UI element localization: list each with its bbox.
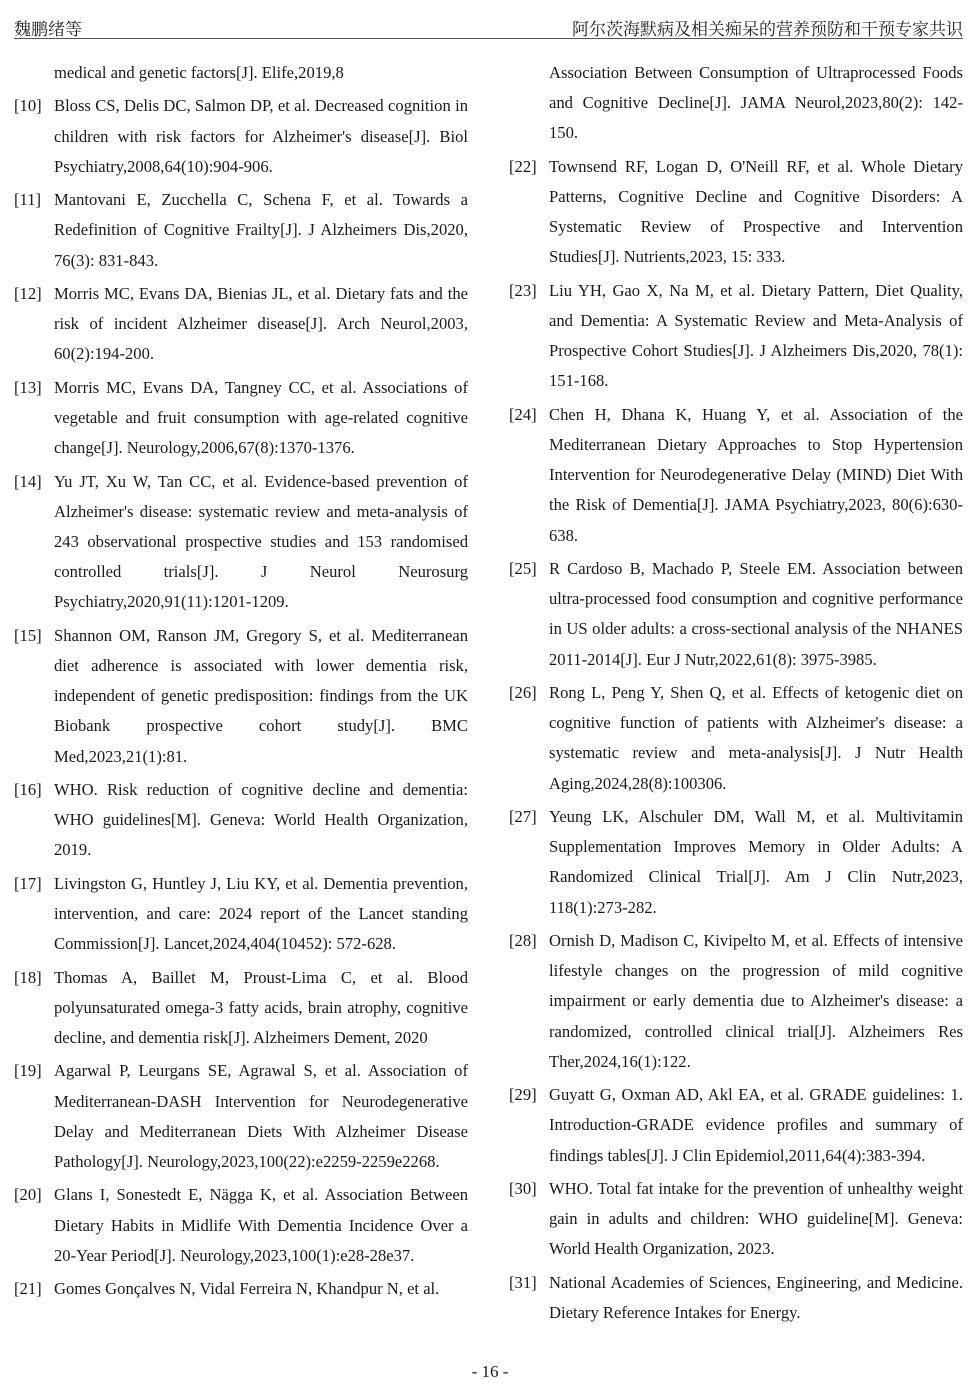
header-authors: 魏鹏绪等 xyxy=(14,20,82,40)
reference-number: [15] xyxy=(14,625,42,645)
left-column xyxy=(14,58,468,1308)
reference-text: Morris MC, Evans DA, Bienias JL, et al. Dietary fats and the risk of incident Alzheimer disease[J]. Arch Neurol,2003, 60(2):194-200. xyxy=(54,283,468,364)
reference-text: Liu YH, Gao X, Na M, et al. Dietary Pattern, Diet Quality, and Dementia: A Systematic Review and Meta-Analysis of Prospective Cohort Studies[J]. J Alzheimers Dis,2020, 78(1): 151-168. xyxy=(549,280,963,391)
reference-number: [17] xyxy=(14,873,42,893)
header-title: 阿尔茨海默病及相关痴呆的营养预防和干预专家共识 xyxy=(572,20,963,40)
reference-item xyxy=(14,1274,468,1304)
reference-text: Livingston G, Huntley J, Liu KY, et al. Dementia prevention, intervention, and care: 2024 report of the Lancet standing Commission[J]. Lancet,2024,404(10452): 572-628. xyxy=(54,873,468,954)
reference-number: [18] xyxy=(14,967,42,987)
reference-text: Mantovani E, Zucchella C, Schena F, et al. Towards a Redefinition of Cognitive Frailty[J]. J Alzheimers Dis,2020, 76(3): 831-843. xyxy=(54,190,468,270)
reference-text: National Academies of Sciences, Engineering, and Medicine. Dietary Reference Intakes for Energy. xyxy=(549,1272,963,1322)
reference-number: [24] xyxy=(509,404,537,424)
reference-number: [20] xyxy=(14,1185,42,1205)
reference-item xyxy=(509,1080,963,1171)
reference-item xyxy=(509,1268,963,1328)
reference-item xyxy=(509,678,963,799)
reference-number: [31] xyxy=(509,1272,537,1292)
reference-item xyxy=(509,802,963,923)
reference-number: [30] xyxy=(509,1179,537,1198)
reference-text: R Cardoso B, Machado P, Steele EM. Association between ultra-processed food consumption and cognitive performance in US older adults: a cross-sectional analysis of the NHANES 2011-2014[J]. Eur J Nutr,2022,61(8): 3975-3985. xyxy=(549,559,963,669)
reference-item xyxy=(14,185,468,276)
reference-text: Chen H, Dhana K, Huang Y, et al. Association of the Mediterranean Dietary Approaches to Stop Hypertension Intervention for Neurodegenerative Delay (MIND) Diet With the Risk of Dementia[J]. JAMA Psychiatry,2023, 80(6):630-638. xyxy=(549,404,963,545)
reference-text: Morris MC, Evans DA, Tangney CC, et al. Associations of vegetable and fruit consumption with age-related cognitive change[J]. Neurology,2006,67(8):1370-1376. xyxy=(54,377,468,458)
reference-number: [12] xyxy=(14,283,42,303)
reference-number: [25] xyxy=(509,559,537,578)
reference-item xyxy=(14,775,468,866)
reference-text: Ornish D, Madison C, Kivipelto M, et al. Effects of intensive lifestyle changes on the progression of mild cognitive impairment or early dementia due to Alzheimer's disease: a randomized, controlled clinical trial[J]. Alzheimers Res Ther,2024,16(1):122. xyxy=(549,931,963,1071)
reference-text: Gomes Gonçalves N, Vidal Ferreira N, Khandpur N, et al. xyxy=(54,1279,440,1299)
reference-text: WHO. Total fat intake for the prevention of unhealthy weight gain in adults and children: WHO guideline[M]. Geneva: World Health Organization, 2023. xyxy=(549,1179,963,1259)
reference-text: Thomas A, Baillet M, Proust-Lima C, et al. Blood polyunsaturated omega-3 fatty acids, brain atrophy, cognitive decline, and dementia risk[J]. Alzheimers Dement, 2020 xyxy=(54,967,468,1047)
reference-number: [13] xyxy=(14,377,42,397)
reference-number: [29] xyxy=(509,1085,537,1105)
reference-item xyxy=(509,1174,963,1265)
reference-item xyxy=(14,279,468,370)
reference-text: WHO. Risk reduction of cognitive decline and dementia: WHO guidelines[M]. Geneva: World Health Organization, 2019. xyxy=(54,779,468,860)
reference-item xyxy=(14,373,468,464)
reference-number: [21] xyxy=(14,1279,42,1299)
reference-text: Bloss CS, Delis DC, Salmon DP, et al. Decreased cognition in children with risk factors for Alzheimer's disease[J]. Biol Psychiatry,2008,64(10):904-906. xyxy=(54,96,468,176)
running-header xyxy=(14,14,963,39)
reference-number: [14] xyxy=(14,471,42,491)
reference-list-left xyxy=(14,91,468,1304)
reference-text: Yu JT, Xu W, Tan CC, et al. Evidence-based prevention of Alzheimer's disease: systematic review and meta-analysis of 243 observational prospective studies and 153 randomised controlled trials[J]. J Neurol Neurosurg Psychiatry,2020,91(11):1201-1209. xyxy=(54,471,468,612)
reference-number: [26] xyxy=(509,683,537,702)
reference-item xyxy=(509,276,963,397)
reference-number: [10] xyxy=(14,96,42,116)
reference-item xyxy=(14,1180,468,1271)
reference-item xyxy=(509,152,963,273)
reference-continuation: medical and genetic factors[J]. Elife,2019,8 xyxy=(54,63,344,82)
reference-number: [22] xyxy=(509,156,537,176)
reference-number: [23] xyxy=(509,280,537,300)
reference-text: Glans I, Sonestedt E, Nägga K, et al. Association Between Dietary Habits in Midlife With Dementia Incidence Over a 20-Year Period[J]. Neurology,2023,100(1):e28-28e37. xyxy=(54,1185,468,1265)
reference-item xyxy=(509,554,963,675)
reference-text: Guyatt G, Oxman AD, Akl EA, et al. GRADE guidelines: 1. Introduction-GRADE evidence profiles and summary of findings tables[J]. J Clin Epidemiol,2011,64(4):383-394. xyxy=(549,1085,963,1165)
reference-item xyxy=(509,926,963,1077)
reference-item xyxy=(509,400,963,551)
right-column xyxy=(509,58,963,1331)
reference-item xyxy=(14,467,468,618)
reference-text: Rong L, Peng Y, Shen Q, et al. Effects of ketogenic diet on cognitive function of patients with Alzheimer's disease: a systematic review and meta-analysis[J]. J Nutr Health Aging,2024,28(8):100306. xyxy=(549,683,963,793)
reference-item xyxy=(14,869,468,960)
reference-text: Shannon OM, Ranson JM, Gregory S, et al. Mediterranean diet adherence is associated with lower dementia risk, independent of genetic predisposition: findings from the UK Biobank prospective cohort study[J]. BMC Med,2023,21(1):81. xyxy=(54,625,468,766)
reference-item xyxy=(14,1056,468,1177)
page-number: - 16 - xyxy=(471,1362,509,1381)
reference-item xyxy=(14,963,468,1054)
reference-text: Yeung LK, Alschuler DM, Wall M, et al. Multivitamin Supplementation Improves Memory in Older Adults: A Randomized Clinical Trial[J]. Am J Clin Nutr,2023, 118(1):273-282. xyxy=(549,807,963,917)
reference-number: [28] xyxy=(509,931,537,950)
reference-item xyxy=(14,91,468,182)
reference-item xyxy=(14,621,468,772)
reference-list-right xyxy=(509,152,963,1328)
reference-continuation: Association Between Consumption of Ultraprocessed Foods and Cognitive Decline[J]. JAMA Neurol,2023,80(2): 142-150. xyxy=(549,63,963,143)
reference-number: [19] xyxy=(14,1061,42,1081)
reference-number: [16] xyxy=(14,779,42,799)
reference-text: Agarwal P, Leurgans SE, Agrawal S, et al. Association of Mediterranean-DASH Intervention for Neurodegenerative Delay and Mediterranean Diets With Alzheimer Disease Pathology[J]. Neurology,2023,100(22):e2259-2259e2268. xyxy=(54,1061,468,1171)
reference-text: Townsend RF, Logan D, O'Neill RF, et al. Whole Dietary Patterns, Cognitive Decline and Cognitive Disorders: A Systematic Review of Prospective and Intervention Studies[J]. Nutrients,2023, 15: 333. xyxy=(549,156,963,267)
reference-number: [11] xyxy=(14,190,42,210)
reference-number: [27] xyxy=(509,807,537,826)
